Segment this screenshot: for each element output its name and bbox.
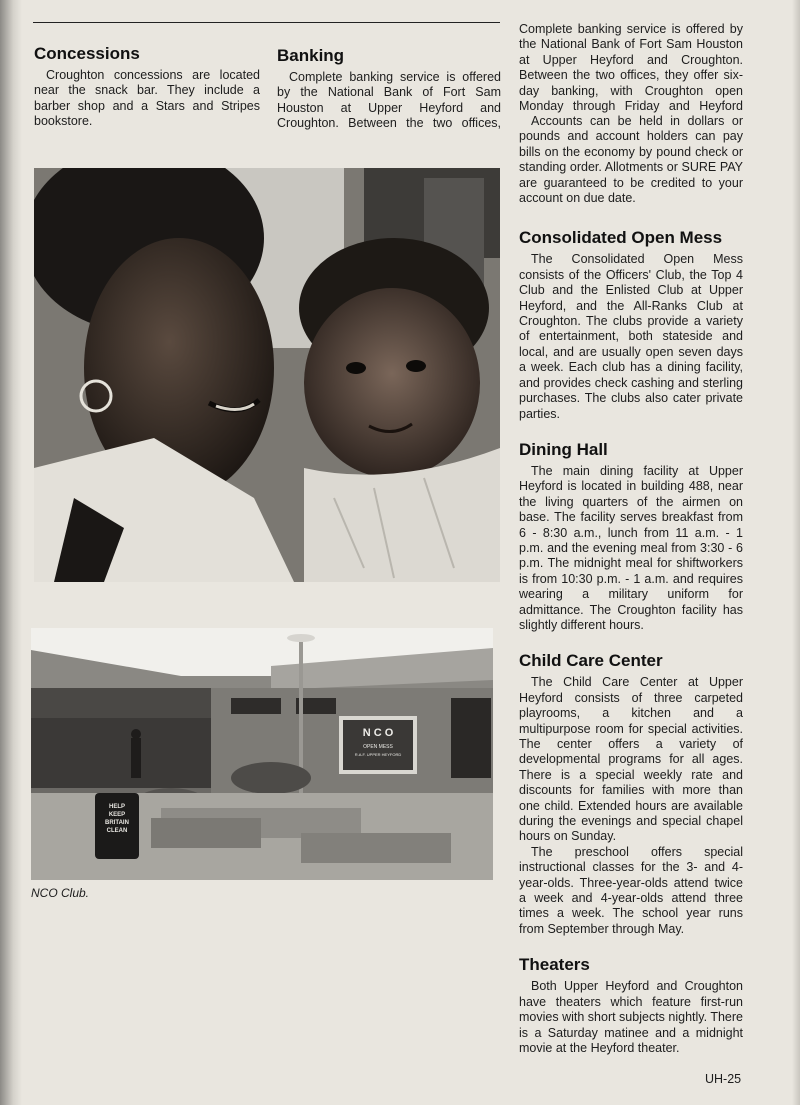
theaters-paragraph: Both Upper Heyford and Croughton have theaters which feature first-run movies with short subjects nightly. There is a Saturday matinee and a midnight movie at the Heyford theater. <box>519 979 743 1055</box>
banking-heading: Banking <box>277 46 345 65</box>
bin-text-1: HELP <box>108 804 126 810</box>
theaters-heading: Theaters <box>519 955 590 975</box>
nco-sign-subtitle: OPEN MESS <box>363 744 393 750</box>
bin-text-3: BRITAIN <box>105 820 129 826</box>
nco-sign-location: R.A.F. UPPER HEYFORD <box>354 752 402 757</box>
column-right <box>519 22 743 1074</box>
child-care-paragraph-2: The preschool offers special instructional classes for the 3- and 4-year-olds. Three-year-olds attend twice a week and 4-year-olds attend three times a week. The school year runs from September through May. <box>519 844 743 936</box>
page-number: UH-25 <box>705 1072 742 1086</box>
section-banking <box>277 46 501 132</box>
section-child-care <box>519 651 743 937</box>
section-banking-continued <box>519 22 743 206</box>
page-edge-shadow <box>792 0 800 1105</box>
page-binding-shadow <box>0 0 22 1105</box>
column-middle <box>277 46 501 150</box>
photo-nco-club <box>31 628 493 880</box>
mother-child-illustration <box>34 168 500 582</box>
photo-mother-and-child <box>34 168 500 582</box>
photo-caption: NCO Club. <box>31 886 90 900</box>
child-care-heading: Child Care Center <box>519 651 663 671</box>
section-theaters <box>519 955 743 1056</box>
column-left <box>34 44 260 148</box>
banking-paragraph-1: Complete banking service is offered by the National Bank of Fort Sam Houston at Upper Heyford and Croughton. Between the two offices, <box>277 70 501 131</box>
nco-sign-title: N C O <box>362 727 394 739</box>
bin-text-2: KEEP <box>108 812 126 818</box>
child-care-paragraph-1: The Child Care Center at Upper Heyford consists of three carpeted playrooms, a kitchen and a multipurpose room for special activities. The center offers a variety of developmental programs for all ages. There is a special weekly rate and discounts for families with more than one child. Extended hours are available during the evenings and special chapel hours on Sunday. <box>519 675 743 844</box>
concessions-heading: Concessions <box>34 44 140 63</box>
banking-paragraph-2: Accounts can be held in dollars or pounds and account holders can pay bills on the economy by pound check or standing order. Allotments or SURE PAY are guaranteed to be credited to your account on due date. <box>519 114 743 206</box>
banking-paragraph-1-continued: Complete banking service is offered by the National Bank of Fort Sam Houston at Upper Heyford and Croughton. Between the two offices, they offer six-day banking, with Croughton open Monday through Friday and Heyford <box>519 22 743 114</box>
top-rule <box>33 22 500 23</box>
section-concessions <box>34 44 260 130</box>
section-open-mess <box>519 228 743 421</box>
nco-club-illustration <box>31 628 493 880</box>
bin-text-4: CLEAN <box>106 828 128 834</box>
open-mess-paragraph: The Consolidated Open Mess consists of the Officers' Club, the Top 4 Club and the Enlisted Club at Upper Heyford, and the All-Ranks Club at Croughton. The clubs provide a variety of entertainment, both stateside and local, and are usually open seven days a week. Each club has a dining facility, and provides check cashing and sterling purchases. The clubs also cater private parties. <box>519 252 743 421</box>
dining-hall-paragraph: The main dining facility at Upper Heyford is located in building 488, near the living quarters of the airmen on base. The facility serves breakfast from 6 - 8:30 a.m., lunch from 11 a.m. - 1 p.m. and the evening meal from 3:30 - 6 p.m. The midnight meal for shiftworkers is from 10:30 p.m. - 1 a.m. and requires wearing a military uniform for admittance. The Croughton facility has slightly different hours. <box>519 463 743 632</box>
dining-hall-heading: Dining Hall <box>519 439 608 459</box>
open-mess-heading: Consolidated Open Mess <box>519 228 723 248</box>
concessions-paragraph: Croughton concessions are located near the snack bar. They include a barber shop and a Stars and Stripes bookstore. <box>34 68 260 129</box>
section-dining-hall <box>519 440 743 633</box>
